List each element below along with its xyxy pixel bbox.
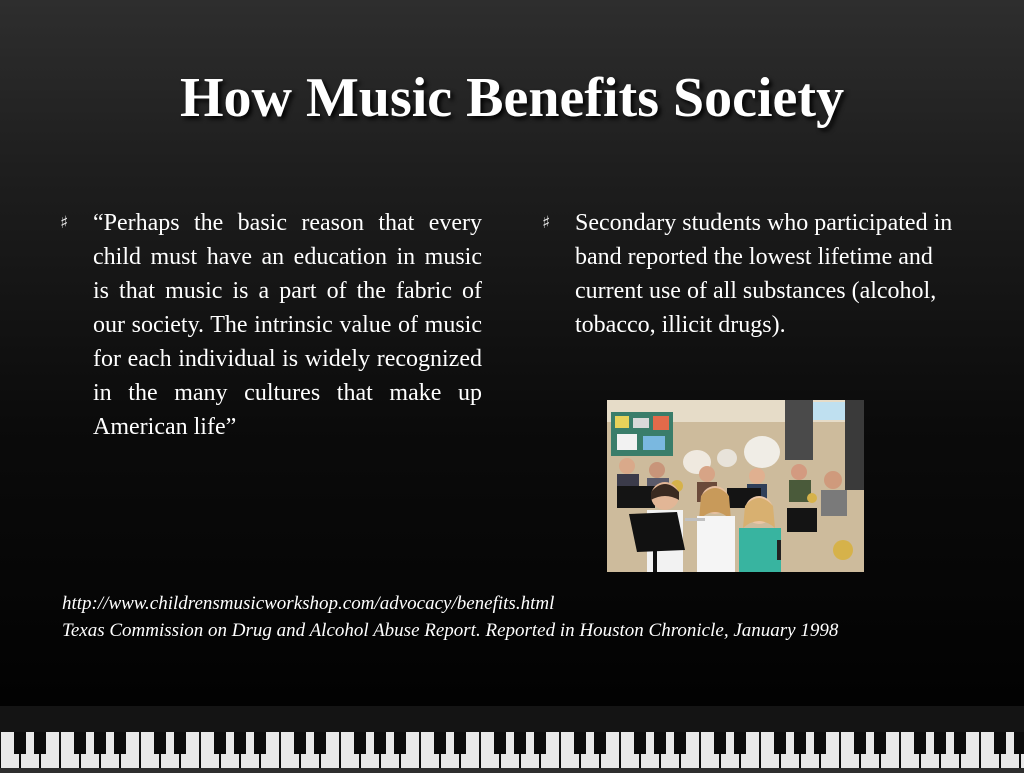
black-key xyxy=(914,732,926,754)
black-key xyxy=(714,732,726,754)
sharp-bullet-icon: ♯ xyxy=(542,213,551,233)
black-key xyxy=(14,732,26,754)
black-key xyxy=(254,732,266,754)
source-citations xyxy=(62,590,962,644)
statistic-text: Secondary students who participated in band reported the lowest lifetime and current use of all substances (alcohol, tobacco, illicit drugs). xyxy=(575,210,953,338)
black-key xyxy=(574,732,586,754)
black-key xyxy=(34,732,46,754)
black-key xyxy=(734,732,746,754)
black-key xyxy=(774,732,786,754)
black-key xyxy=(814,732,826,754)
piano-keyboard-decoration xyxy=(0,706,1024,768)
black-key xyxy=(874,732,886,754)
black-key xyxy=(114,732,126,754)
source-report: Texas Commission on Drug and Alcohol Abuse Report. Reported in Houston Chronicle, January 1998 xyxy=(62,620,839,641)
band-class-photo xyxy=(607,400,864,572)
sharp-bullet-icon: ♯ xyxy=(60,213,69,233)
black-key xyxy=(394,732,406,754)
left-column xyxy=(60,206,482,444)
black-key xyxy=(214,732,226,754)
black-key xyxy=(674,732,686,754)
black-key xyxy=(454,732,466,754)
black-key xyxy=(494,732,506,754)
black-key xyxy=(74,732,86,754)
black-key xyxy=(954,732,966,754)
quote-text: “Perhaps the basic reason that every child must have an education in music is that music is a part of the fabric of our society. The intrinsic value of music for each individual is widely recognized in the many cultures that make up American life” xyxy=(93,210,482,440)
black-key xyxy=(854,732,866,754)
black-key xyxy=(654,732,666,754)
black-key xyxy=(794,732,806,754)
quote-bullet xyxy=(60,206,482,444)
black-key xyxy=(434,732,446,754)
black-key xyxy=(594,732,606,754)
black-key xyxy=(1014,732,1024,754)
black-key xyxy=(154,732,166,754)
black-key xyxy=(634,732,646,754)
black-key xyxy=(374,732,386,754)
piano-keys-graphic xyxy=(0,706,1024,768)
statistic-bullet xyxy=(542,206,962,342)
right-column xyxy=(542,206,962,342)
black-key xyxy=(234,732,246,754)
black-key xyxy=(534,732,546,754)
black-key xyxy=(994,732,1006,754)
black-key xyxy=(514,732,526,754)
black-key xyxy=(354,732,366,754)
slide-title: How Music Benefits Society xyxy=(179,67,845,129)
black-key xyxy=(94,732,106,754)
black-key xyxy=(294,732,306,754)
source-url: http://www.childrensmusicworkshop.com/advocacy/benefits.html xyxy=(62,593,555,614)
black-key xyxy=(934,732,946,754)
black-key xyxy=(314,732,326,754)
black-key xyxy=(174,732,186,754)
